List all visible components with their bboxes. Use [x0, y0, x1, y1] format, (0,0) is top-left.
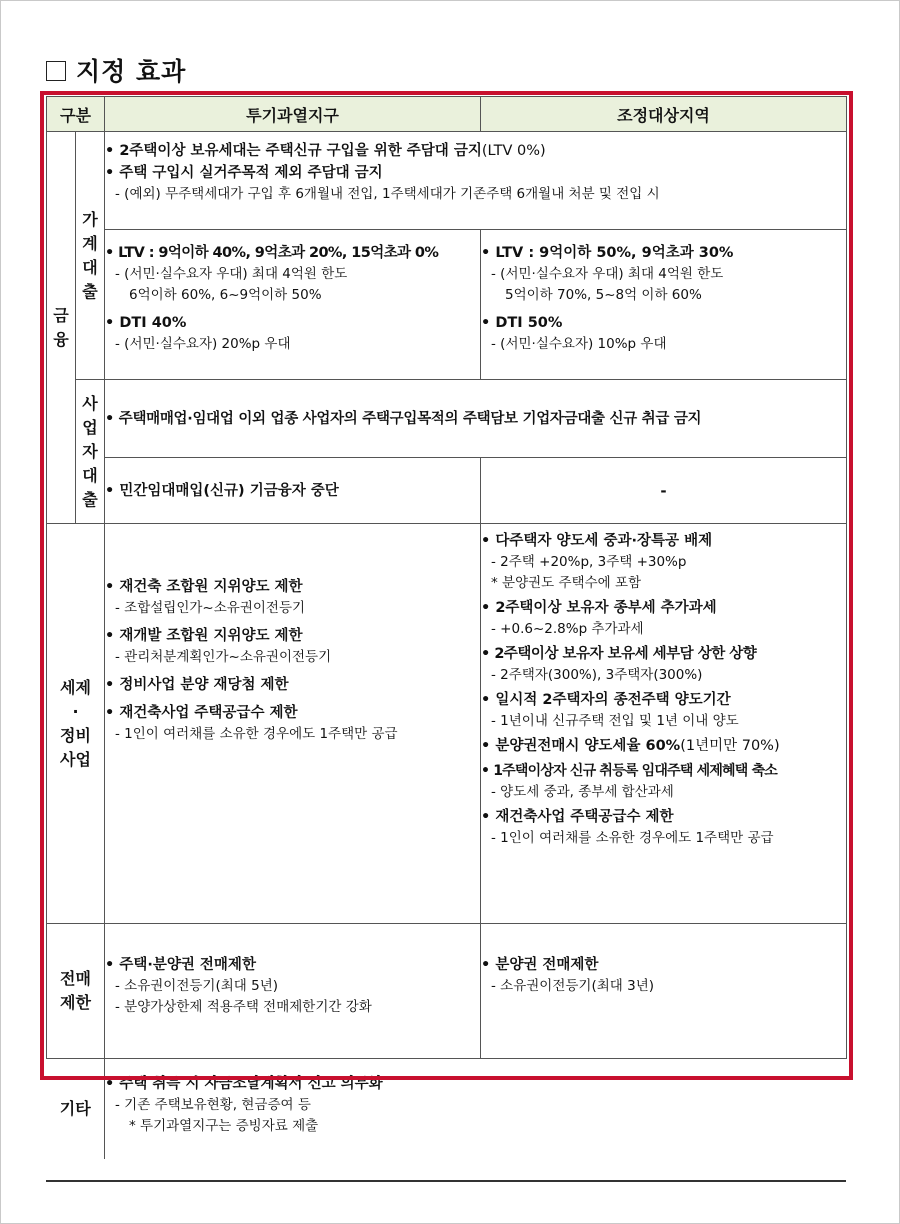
list-item: • 2주택이상 보유자 종부세 추가과세 — [481, 600, 717, 616]
list-sub-item: - 관리처분계획인가~소유권이전등기 — [115, 649, 332, 665]
header-speculation-zone: 투기과열지구 — [105, 97, 481, 132]
list-item: • LTV : 9억이하 50%, 9억초과 30% — [481, 245, 734, 261]
designation-effects-table — [46, 96, 847, 1159]
list-item: • 일시적 2주택자의 종전주택 양도기간 — [481, 692, 731, 708]
list-sub-item: - 소유권이전등기(최대 5년) — [115, 978, 279, 994]
category-finance: 금융 — [53, 305, 69, 349]
list-sub-item: - 2주택 +20%p, 3주택 +30%p — [491, 554, 687, 570]
list-sub-item: - +0.6~2.8%p 추가과세 — [491, 621, 644, 637]
list-sub-item: - 분양가상한제 적용주택 전매제한기간 강화 — [115, 999, 372, 1015]
category-other: 기타 — [47, 1059, 105, 1159]
section-heading — [46, 52, 186, 88]
category-tax-redevelopment: 세제 · 정비사업 — [47, 524, 105, 924]
list-item: • 민간임대매입(신규) 기금융자 중단 — [105, 482, 339, 499]
list-item: • 재건축사업 주택공급수 제한 — [105, 705, 298, 721]
heading-text: 지정 효과 — [76, 57, 187, 86]
table-row — [47, 132, 847, 230]
header-adjustment-zone: 조정대상지역 — [481, 97, 847, 132]
list-sub-item: - 2주택자(300%), 3주택자(300%) — [491, 667, 703, 683]
table-row — [47, 524, 847, 924]
bottom-rule — [46, 1180, 846, 1182]
list-item: • 분양권 전매제한 — [481, 957, 599, 973]
list-sub-item: 6억이하 60%, 6~9억이하 50% — [129, 287, 322, 303]
list-item: • 다주택자 양도세 중과·장특공 배제 — [481, 533, 713, 549]
category-household-loan: 가계대출 — [82, 209, 98, 301]
table-header-row — [47, 97, 847, 132]
list-item: • 재건축사업 주택공급수 제한 — [481, 809, 674, 825]
list-item: • DTI 50% — [481, 315, 563, 331]
list-item: • DTI 40% — [105, 315, 187, 331]
list-sub-item: - 양도세 중과, 종부세 합산과세 — [491, 784, 674, 800]
list-item: • 2주택이상 보유세대는 주택신규 구입을 위한 주담대 금지(LTV 0%) — [105, 143, 546, 159]
list-sub-item: - 1년이내 신규주택 전입 및 1년 이내 양도 — [491, 713, 739, 729]
table-row — [47, 1059, 847, 1159]
list-item: • 재건축 조합원 지위양도 제한 — [105, 579, 303, 595]
list-item: • 주택·분양권 전매제한 — [105, 957, 256, 973]
table-row — [47, 380, 847, 458]
list-sub-item: - 기존 주택보유현황, 현금증여 등 — [115, 1097, 311, 1113]
list-item: • 2주택이상 보유자 보유세 세부담 상한 상향 — [481, 646, 757, 662]
empty-cell-dash: - — [481, 458, 847, 524]
table-row — [47, 230, 847, 380]
list-item: • 주택매매업·임대업 이외 업종 사업자의 주택구입목적의 주택담보 기업자금대출 신규 취급 금지 — [105, 410, 702, 427]
list-item: • LTV : 9억이하 40%, 9억초과 20%, 15억초과 0% — [105, 245, 439, 261]
list-item: • 주택 구입시 실거주목적 제외 주담대 금지 — [105, 165, 383, 181]
checkbox-icon — [46, 61, 66, 81]
list-sub-item: - 조합설립인가~소유권이전등기 — [115, 600, 306, 616]
table-row — [47, 458, 847, 524]
list-sub-item: - 소유권이전등기(최대 3년) — [491, 978, 655, 994]
list-sub-item: - (서민·실수요자 우대) 최대 4억원 한도 — [491, 266, 724, 282]
category-resale-restriction: 전매제한 — [60, 969, 91, 1012]
list-item: • 1주택이상자 신규 취등록 임대주택 세제혜택 축소 — [481, 763, 778, 779]
header-category: 구분 — [47, 97, 105, 132]
list-item: • 재개발 조합원 지위양도 제한 — [105, 628, 303, 644]
list-sub-item: - (서민·실수요자) 20%p 우대 — [115, 336, 291, 352]
list-item: • 정비사업 분양 재당첨 제한 — [105, 677, 289, 693]
list-sub-item: * 분양권도 주택수에 포함 — [491, 575, 642, 591]
list-sub-item: - 1인이 여러채를 소유한 경우에도 1주택만 공급 — [491, 830, 774, 846]
list-sub-item: - (예외) 무주택세대가 구입 후 6개월내 전입, 1주택세대가 기존주택 6개월내 처분 및 전입 시 — [115, 186, 660, 202]
list-item: • 주택 취득 시 자금조달계획서 신고 의무화 — [105, 1076, 383, 1092]
list-sub-item: - (서민·실수요자) 10%p 우대 — [491, 336, 667, 352]
list-item: • 분양권전매시 양도세율 60%(1년미만 70%) — [481, 738, 780, 754]
list-sub-item: - (서민·실수요자 우대) 최대 4억원 한도 — [115, 266, 348, 282]
list-sub-item: - 1인이 여러채를 소유한 경우에도 1주택만 공급 — [115, 726, 398, 742]
table-row — [47, 924, 847, 1059]
list-sub-item: 5억이하 70%, 5~8억 이하 60% — [505, 287, 702, 303]
category-business-loan: 사업자대출 — [82, 393, 98, 509]
list-sub-item: * 투기과열지구는 증빙자료 제출 — [129, 1118, 319, 1134]
